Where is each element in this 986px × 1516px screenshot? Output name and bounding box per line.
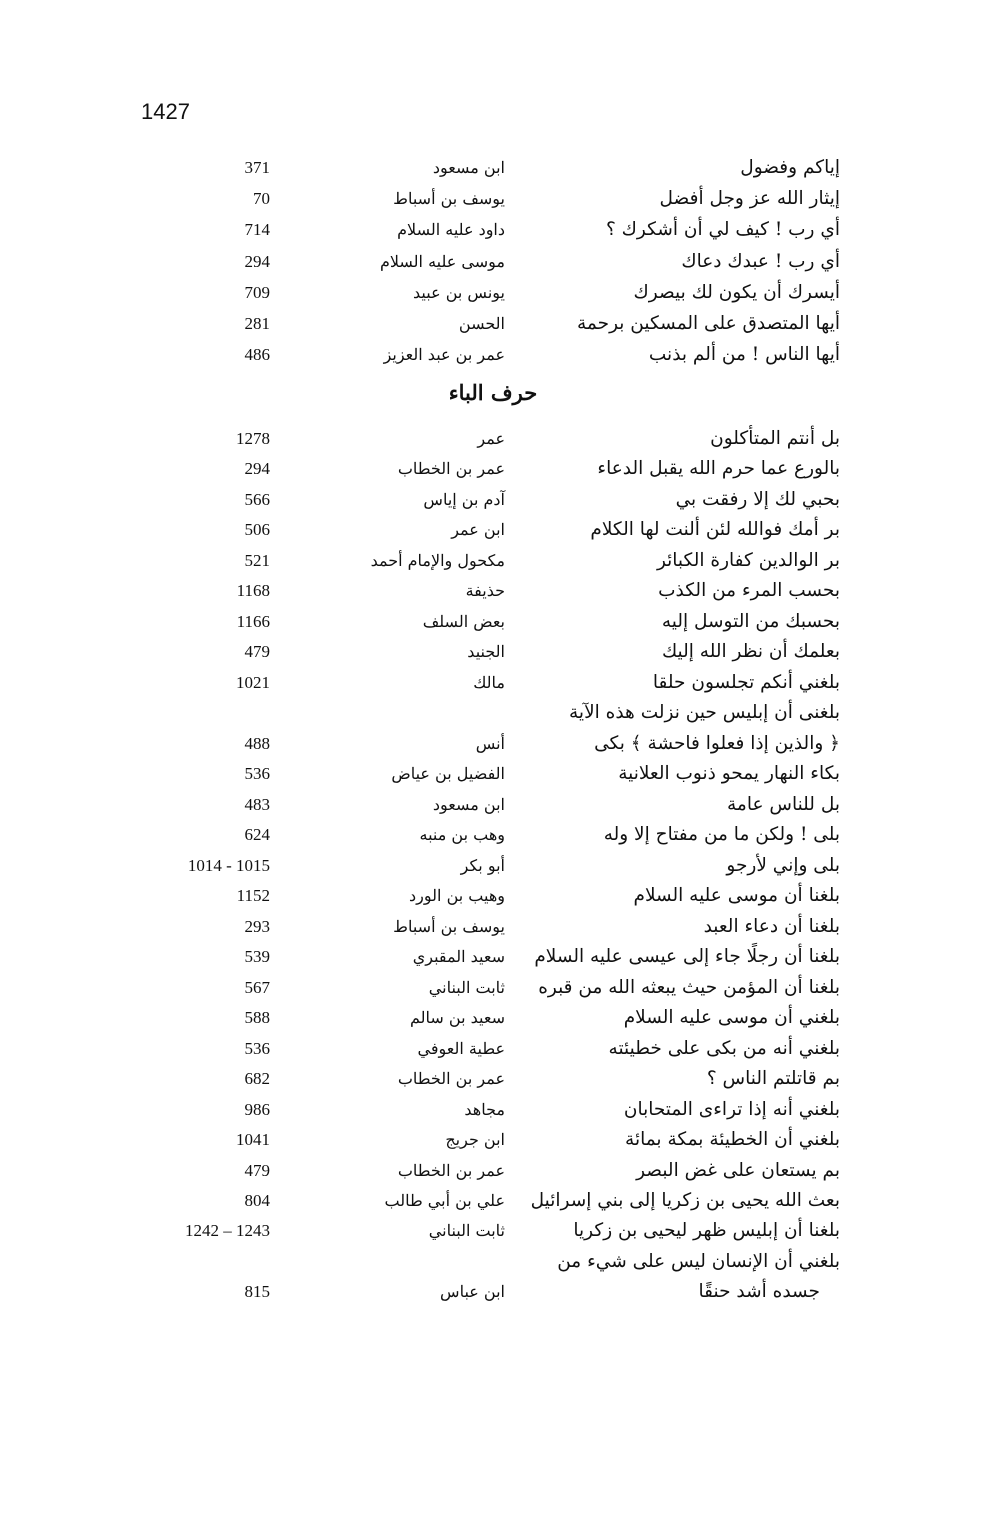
entry-narrator: عمر بن الخطاب [397,1161,505,1180]
entry-narrator: ثابت البناني [428,978,505,997]
entry-phrase: بلغنا أن المؤمن حيث يبعثه الله من قبره [538,977,840,998]
entry-phrase: بل أنتم المتأكلون [710,428,840,449]
entry-phrase: أيها المتصدق على المسكين برحمة [577,313,840,334]
entry-narrator: عمر بن عبد العزيز [383,345,505,364]
entry-pages: 521 [244,551,270,570]
index-row [0,1034,986,1064]
entry-pages: 539 [244,947,270,966]
entry-narrator: وهيب بن الورد [409,886,505,905]
index-row [0,759,986,789]
entry-pages: 1168 [236,581,270,600]
index-row [0,942,986,972]
entry-phrase: بلغني أن الإنسان ليس على شيء من [557,1251,840,1272]
index-row [0,973,986,1003]
entry-pages: 1278 [236,429,270,448]
entry-narrator: الحسن [458,314,505,333]
entry-narrator: سعيد المقبري [412,947,505,966]
entry-narrator: حذيفة [465,581,505,600]
index-row [0,454,986,484]
entry-pages: 709 [244,283,270,302]
entry-pages: 486 [244,345,270,364]
index-row [0,1003,986,1033]
entry-narrator: سعيد بن سالم [410,1008,505,1027]
entry-phrase: بلغني أن موسى عليه السلام [623,1007,840,1028]
index-row [0,515,986,545]
entry-narrator: ابن جريج [445,1130,505,1149]
page-number: 1427 [141,99,190,124]
entry-narrator: مكحول والإمام أحمد [370,551,505,570]
index-row [0,1064,986,1094]
entry-pages: 479 [244,642,270,661]
entry-narrator: ابن مسعود [432,795,505,814]
index-row [0,1186,986,1216]
index-row [0,215,986,245]
entry-phrase: بعلمك أن نظر الله إليك [661,641,840,662]
index-row [0,1156,986,1186]
entry-narrator: داود عليه السلام [397,220,505,239]
index-row [0,637,986,667]
entry-phrase: بحسب المرء من الكذب [658,580,840,601]
entry-pages: 1152 [236,886,270,905]
entry-phrase: بحسبك من التوسل إليه [661,611,840,632]
index-row [0,247,986,277]
entry-narrator: ابن عباس [440,1282,505,1301]
entry-pages: 588 [244,1008,270,1027]
index-row [0,729,986,759]
entry-phrase: بلغنا أن إبليس ظهر ليحيى بن زكريا [573,1220,840,1241]
entry-phrase: بعث الله يحيى بن زكريا إلى بني إسرائيل [530,1190,840,1211]
entry-narrator: يونس بن عبيد [413,283,505,302]
entry-narrator: مالك [473,673,505,692]
index-row [0,820,986,850]
entry-phrase: بر أمك فوالله لئن ألنت لها الكلام [590,519,840,540]
index-row [0,881,986,911]
index-row [0,278,986,308]
entry-phrase: بلغني أنه من بكى على خطيئته [608,1038,840,1059]
entry-pages: 624 [244,825,270,844]
index-row [0,1247,986,1277]
entry-phrase: بر الوالدين كفارة الكبائر [656,550,840,571]
index-row [0,912,986,942]
index-row [0,153,986,183]
entry-phrase: بلغني أن الخطيئة بمكة بمائة [625,1129,840,1150]
index-row [0,1095,986,1125]
entry-pages: 1166 [236,612,270,631]
index-row [0,546,986,576]
entry-pages: 536 [244,1039,270,1058]
entry-phrase: بم يستعان على غض البصر [636,1160,840,1181]
entry-narrator: عمر بن الخطاب [397,1069,505,1088]
entry-pages: 483 [244,795,270,814]
entry-phrase: بل للناس عامة [727,794,840,815]
index-row [0,1277,986,1307]
entry-narrator: يوسف بن أسباط [393,917,505,936]
entry-narrator: وهب بن منبه [419,825,505,844]
entry-narrator: أنس [475,734,505,753]
index-row [0,485,986,515]
entry-phrase: بلغنا أن دعاء العبد [703,916,840,937]
entry-pages: 281 [244,314,270,333]
index-row [0,1125,986,1155]
entry-narrator: عطية العوفي [417,1039,505,1058]
entry-narrator: آدم بن إياس [423,490,505,509]
entry-phrase: بلغني أنكم تجلسون حلقا [652,672,840,693]
entry-pages: 1242 – 1243 [185,1221,270,1240]
index-row [0,698,986,728]
entry-pages: 1014 - 1015 [187,856,270,875]
entry-narrator: ابن مسعود [432,158,505,177]
index-row [0,576,986,606]
entry-narrator: أبو بكر [460,856,505,875]
entry-pages: 70 [253,189,270,208]
entry-phrase: إيثار الله عز وجل أفضل [659,188,840,209]
entry-phrase: بلغنا أن رجلًا جاء إلى عيسى عليه السلام [534,946,840,967]
entry-narrator: الفضيل بن عياض [391,764,505,783]
entry-phrase: أي رب ! عبدك دعاك [681,251,840,272]
entry-phrase: بكاء النهار يمحو ذنوب العلانية [618,763,840,784]
entry-phrase: بلغنى أن إبليس حين نزلت هذه الآية [569,702,840,723]
index-row [0,424,986,454]
entry-pages: 1021 [236,673,270,692]
index-row [0,309,986,339]
entry-narrator: بعض السلف [422,612,505,631]
index-row [0,1216,986,1246]
entry-narrator: ثابت البناني [428,1221,505,1240]
entry-pages: 294 [244,459,270,478]
entry-pages: 804 [244,1191,270,1210]
entry-phrase: بلى ! ولكن ما من مفتاح إلا وله [603,824,840,845]
index-row [0,607,986,637]
entry-phrase: بم قاتلتم الناس ؟ [706,1068,840,1089]
entry-pages: 479 [244,1161,270,1180]
entry-phrase: أي رب ! كيف لي أن أشكرك ؟ [605,219,840,240]
entry-phrase: أيها الناس ! من ألم بذنب [648,344,840,365]
entry-pages: 986 [244,1100,270,1119]
entry-phrase: جسده أشد حنقًا [698,1281,820,1302]
index-row [0,668,986,698]
entry-narrator: مجاهد [464,1100,505,1119]
entry-narrator: ابن عمر [451,520,505,539]
entry-pages: 1041 [236,1130,270,1149]
entry-narrator: عمر بن الخطاب [397,459,505,478]
entry-phrase: أيسرك أن يكون لك بيصرك [633,282,840,303]
entry-phrase: إياكم وفضول [740,157,840,178]
entry-pages: 567 [244,978,270,997]
entry-phrase: ﴿ والذين إذا فعلوا فاحشة ﴾ بكى [594,733,840,754]
index-row [0,184,986,214]
entry-phrase: بالورع عما حرم الله يقبل الدعاء [597,458,840,479]
entry-narrator: موسى عليه السلام [379,252,505,271]
entry-pages: 506 [244,520,270,539]
index-row [0,790,986,820]
entry-phrase: بلى وإني لأرجو [726,855,840,876]
entry-narrator: يوسف بن أسباط [393,189,505,208]
entry-narrator: عمر [477,429,505,448]
entry-phrase: بلغنا أن موسى عليه السلام [633,885,840,906]
entry-pages: 371 [244,158,270,177]
index-row [0,340,986,370]
entry-pages: 293 [244,917,270,936]
entry-pages: 714 [244,220,270,239]
index-row [0,851,986,881]
entry-narrator: علي بن أبي طالب [384,1191,505,1210]
entry-pages: 294 [244,252,270,271]
section-heading: حرف الباء [448,380,538,405]
entry-phrase: بلغني أنه إذا تراءى المتحابان [623,1099,840,1120]
entry-pages: 488 [244,734,270,753]
entry-pages: 536 [244,764,270,783]
entry-phrase: بحبي لك إلا رفقت بي [675,489,840,510]
entry-pages: 566 [244,490,270,509]
entry-pages: 682 [244,1069,270,1088]
entry-narrator: الجنيد [467,642,505,661]
entry-pages: 815 [244,1282,270,1301]
